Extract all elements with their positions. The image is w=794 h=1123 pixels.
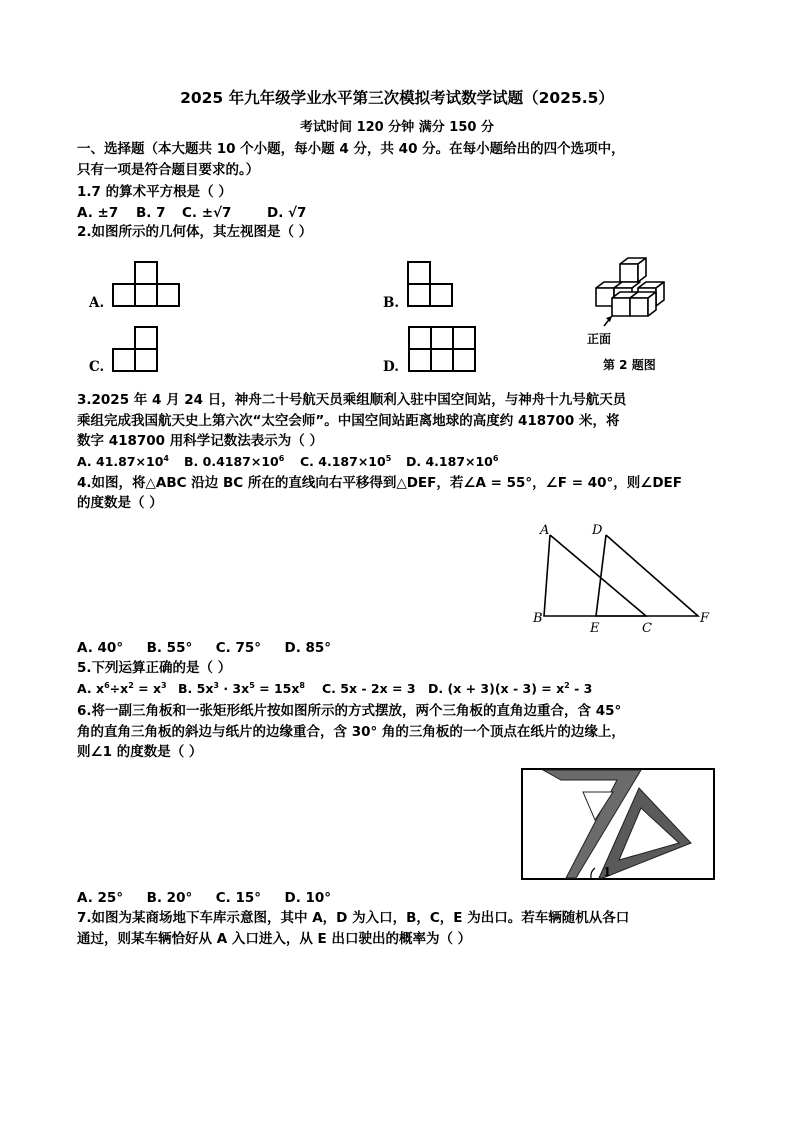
q6-angle-label: 1	[603, 865, 612, 879]
q6-line-3: 则∠1 的度数是（ ）	[77, 744, 203, 760]
q2-front-label: 正面	[587, 332, 612, 346]
q4-point-a: A	[540, 523, 550, 538]
q4-point-b: B	[533, 611, 543, 626]
q4-translation-figure	[530, 518, 720, 636]
q1-option-b: B. 7	[136, 205, 166, 221]
q5-option-c: C. 5x - 2x = 3	[322, 681, 416, 696]
q6-triangle-boards-figure	[521, 768, 715, 880]
q3-option-c: C. $4.187\times 10^5$	[300, 453, 392, 469]
q4-point-f: F	[700, 611, 710, 626]
q1-option-a: A. ±7	[77, 205, 119, 221]
q1-stem: 1.7 的算术平方根是（ ）	[77, 184, 232, 200]
exam-info: 考试时间 120 分钟 满分 150 分	[300, 120, 494, 135]
q2-label-b: B.	[383, 295, 400, 311]
q3-line-3: 数字 418700 用科学记数法表示为（ ）	[77, 433, 323, 449]
q1-option-c: C. ±√7	[182, 205, 232, 221]
exam-title: 2025 年九年级学业水平第三次模拟考试数学试题（2025.5）	[180, 89, 614, 107]
section-heading: 一、选择题（本大题共 10 个小题，每小题 4 分，共 40 分。在每小题给出的四个选项中，	[77, 141, 625, 157]
q4-line-2: 的度数是（ ）	[77, 495, 163, 511]
q2-label-a: A.	[89, 295, 105, 311]
q2-stem: 2.如图所示的几何体，其左视图是（ ）	[77, 224, 313, 240]
q2-option-c-figure	[112, 326, 160, 372]
q4-options: A. 40° B. 55° C. 75° D. 85°	[77, 640, 332, 656]
q3-line-2: 乘组完成我国航天史上第六次“太空会师”。中国空间站距离地球的高度约 418700 米，将	[77, 413, 620, 429]
q2-option-d-figure	[408, 326, 480, 372]
q2-label-c: C.	[89, 359, 105, 375]
q2-label-d: D.	[383, 359, 399, 375]
q4-point-c: C	[642, 621, 652, 636]
q5-stem: 5.下列运算正确的是（ ）	[77, 660, 232, 676]
q2-option-a-figure	[112, 261, 182, 307]
q3-option-d: D. $4.187\times 10^6$	[406, 453, 499, 469]
q6-line-2: 角的直角三角板的斜边与纸片的边缘重合，含 30° 角的三角板的一个顶点在纸片的边缘上，	[77, 724, 625, 740]
q6-line-1: 6.将一副三角板和一张矩形纸片按如图所示的方式摆放，两个三角板的直角边重合，含 45°	[77, 703, 622, 719]
q3-option-b: B. $0.4187\times 10^6$	[184, 453, 285, 469]
q7-line-2: 通过，则某车辆恰好从 A 入口进入，从 E 出口驶出的概率为（ ）	[77, 931, 472, 947]
q2-caption: 第 2 题图	[603, 358, 656, 372]
q7-line-1: 7.如图为某商场地下车库示意图，其中 A，D 为入口，B，C，E 为出口。若车辆随机从各口	[77, 910, 630, 926]
q4-point-e: E	[590, 621, 600, 636]
q4-line-1: 4.如图，将△ABC 沿边 BC 所在的直线向右平移得到△DEF，若∠A = 55°，∠F = 40°，则∠DEF	[77, 475, 683, 491]
q5-option-b: B. $5x^3 \cdot 3x^5 = 15x^8$	[178, 680, 305, 696]
section-heading-cont: 只有一项是符合题目要求的。）	[77, 162, 260, 178]
q4-point-d: D	[592, 523, 603, 538]
q5-option-a: A. $x^6\div x^2 = x^3$	[77, 680, 167, 696]
q5-option-d: D. $(x + 3)(x - 3) = x^2 - 3$	[428, 680, 593, 696]
q2-option-b-figure	[407, 261, 455, 307]
q1-option-d: D. √7	[267, 205, 307, 221]
q3-line-1: 3.2025 年 4 月 24 日，神舟二十号航天员乘组顺利入驻中国空间站，与神舟十九号航天员	[77, 392, 627, 408]
q6-options: A. 25° B. 20° C. 15° D. 10°	[77, 890, 332, 906]
q3-option-a: A. $41.87\times 10^4$	[77, 453, 169, 469]
